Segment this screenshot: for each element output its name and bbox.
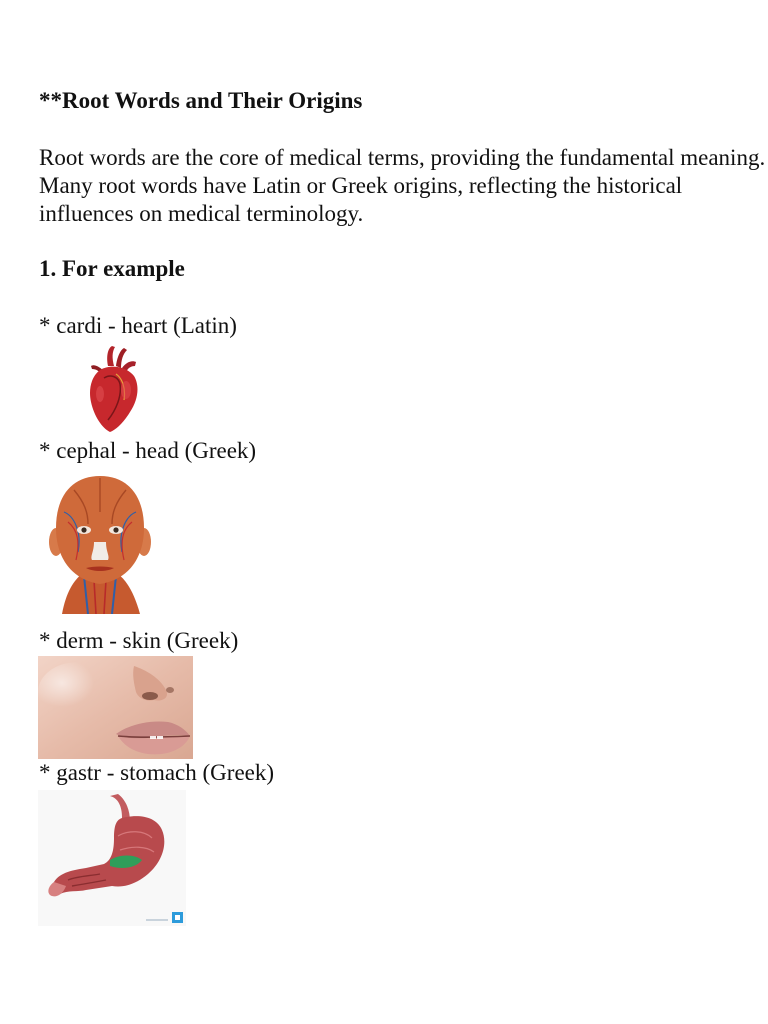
skin-closeup-icon xyxy=(38,656,193,759)
example-item-cephal: * cephal - head (Greek) xyxy=(39,438,257,463)
example-item-cardi: * cardi - heart (Latin) xyxy=(39,313,237,338)
page-title: **Root Words and Their Origins xyxy=(39,88,363,113)
stomach-icon xyxy=(38,790,186,926)
example-item-gastr: * gastr - stomach (Greek) xyxy=(39,760,275,785)
section-heading: 1. For example xyxy=(39,256,185,281)
example-item-derm: * derm - skin (Greek) xyxy=(39,628,239,653)
heart-icon xyxy=(86,344,142,434)
head-anatomy-icon xyxy=(44,472,156,614)
intro-paragraph: Root words are the core of medical terms, providing the fundamental meaning. Many root words have Latin or Greek origins, reflecting the historical influences on medical terminology. xyxy=(39,145,766,226)
